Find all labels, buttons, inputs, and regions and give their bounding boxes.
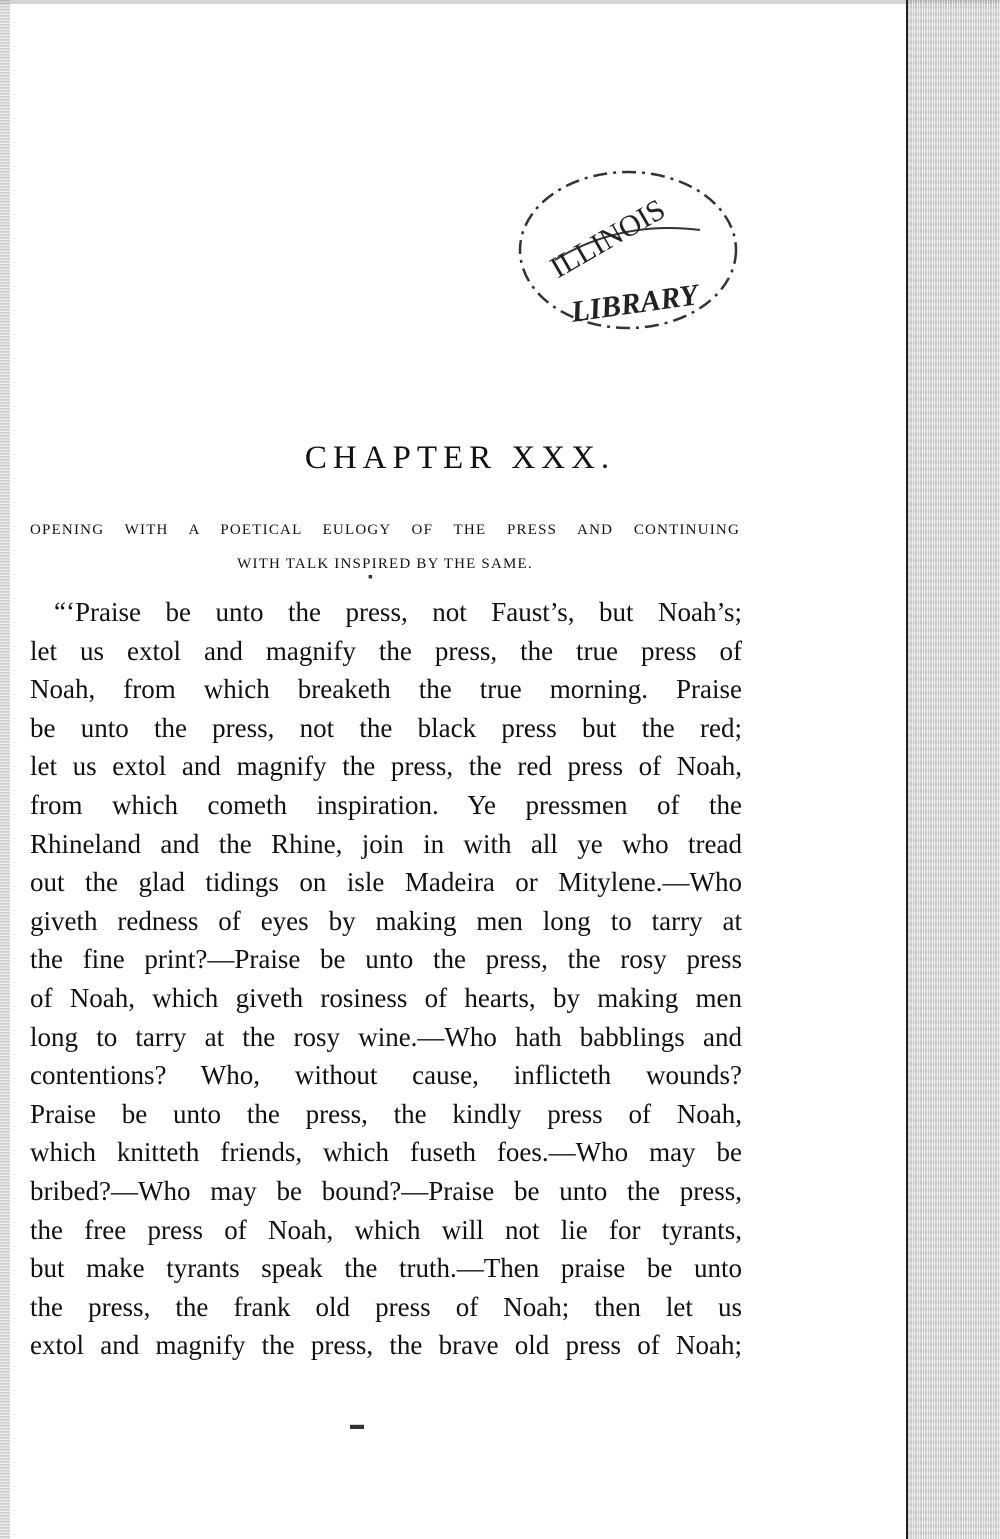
stamp-text-bottom: LIBRARY [568,278,701,329]
book-page-edges [906,0,1000,1539]
subtitle-line-2: WITH TALK INSPIRED BY THE SAME. [237,556,533,572]
text-line: of Noah, which giveth rosiness of hearts, by making men [30,982,742,1013]
text-line: the press, the frank old press of Noah; then let us [30,1291,742,1322]
ink-speck: ▪ [368,570,373,585]
text-line: “‘Praise be unto the press, not Faust’s, but Noah’s; [54,597,742,627]
text-line: Rhineland and the Rhine, join in with all ye who tread [30,828,742,859]
text-line: which knitteth friends, which fuseth foes.—Who may be [30,1137,742,1168]
text-line: the fine print?—Praise be unto the press, the rosy press [30,944,742,975]
text-line: let us extol and magnify the press, the red press of Noah, [30,751,742,782]
text-line: extol and magnify the press, the brave old press of Noah; [30,1330,742,1361]
page-top-edge [0,0,1000,4]
subtitle-line-1: OPENING WITH A POETICAL EULOGY OF THE PRESS AND CONTINUING [30,522,740,538]
chapter-title: CHAPTER XXX. [304,440,616,476]
text-line: Praise be unto the press, the kindly press of Noah, [30,1098,742,1129]
text-line: but make tyrants speak the truth.—Then praise be unto [30,1253,742,1284]
stamp-text-top: ILLINOIS [544,192,671,285]
text-line: be unto the press, not the black press but the red; [30,712,742,743]
text-line: giveth redness of eyes by making men long to tarry at [30,905,742,936]
library-stamp [510,150,760,350]
library-stamp-graphic [510,150,760,350]
text-line: contentions? Who, without cause, inflicteth wounds? [30,1060,742,1091]
page-left-edge [0,0,10,1539]
text-line: let us extol and magnify the press, the true press of [30,635,742,666]
ink-speck: ▬ [350,1418,364,1433]
text-line: bribed?—Who may be bound?—Praise be unto the press, [30,1175,742,1206]
chapter-subtitle [30,513,740,581]
text-line: out the glad tidings on isle Madeira or Mitylene.—Who [30,867,742,898]
text-line: Noah, from which breaketh the true morning. Praise [30,674,742,705]
text-line: from which cometh inspiration. Ye pressmen of the [30,789,742,820]
body-text [30,593,742,1365]
text-line: long to tarry at the rosy wine.—Who hath babblings and [30,1021,742,1052]
text-line: the free press of Noah, which will not lie for tyrants, [30,1214,742,1245]
